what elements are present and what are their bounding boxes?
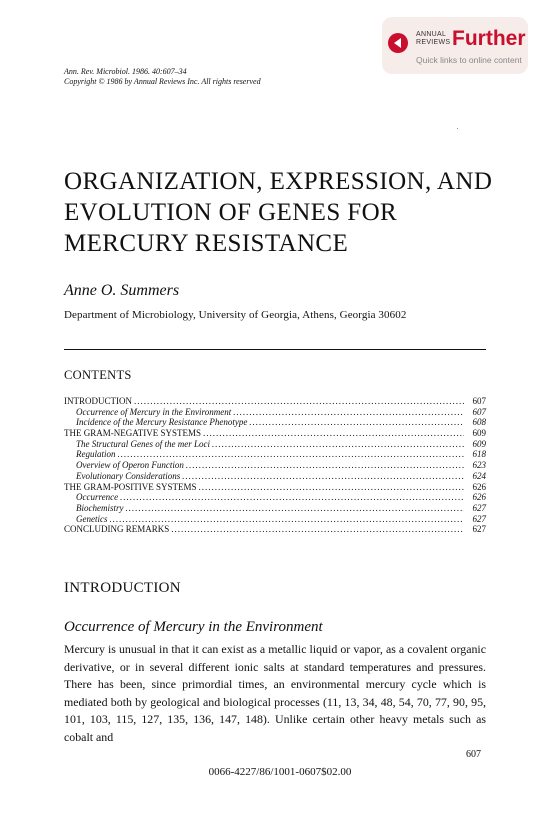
toc-entry-page: 624 <box>472 470 486 481</box>
article-code: 0066-4227/86/1001-0607$02.00 <box>208 766 352 778</box>
toc-entry-page: 626 <box>472 481 486 492</box>
toc-entry-label: THE GRAM-NEGATIVE SYSTEMS <box>64 428 201 439</box>
toc-entry-page: 618 <box>472 449 486 460</box>
toc-entry[interactable] <box>64 482 486 493</box>
toc-entry[interactable] <box>64 417 486 428</box>
toc-entry-page: 627 <box>472 502 486 513</box>
toc-entry-label: The Structural Genes of the mer Loci <box>76 438 210 449</box>
toc-entry-page: 607 <box>472 406 486 417</box>
subsection-heading: Occurrence of Mercury in the Environment <box>64 619 323 635</box>
publisher-logo-text: ANNUAL REVIEWS <box>416 31 451 46</box>
author-affiliation: Department of Microbiology, University of Georgia, Athens, Georgia 30602 <box>64 309 407 321</box>
toc-leader-dots <box>126 503 465 514</box>
copyright-line: Copyright © 1986 by Annual Reviews Inc. All rights reserved <box>64 77 261 86</box>
section-divider <box>64 349 486 350</box>
toc-entry-page: 627 <box>472 513 486 524</box>
toc-entry-label: Biochemistry <box>76 502 124 513</box>
toc-leader-dots <box>182 471 464 482</box>
back-arrow-icon <box>388 33 408 53</box>
contents-heading: CONTENTS <box>64 368 132 382</box>
toc-entry-page: 623 <box>472 460 486 471</box>
toc-leader-dots <box>120 492 464 503</box>
toc-entry-label: Incidence of the Mercury Resistance Phenotype <box>76 417 248 428</box>
title-line: ORGANIZATION, EXPRESSION, AND <box>64 168 493 195</box>
toc-entry-page: 608 <box>472 417 486 428</box>
toc-entry-page: 609 <box>472 428 486 439</box>
section-heading: INTRODUCTION <box>64 580 181 596</box>
toc-entry-label: Occurrence <box>76 492 119 503</box>
page-number: 607 <box>466 749 481 760</box>
toc-leader-dots <box>118 449 465 460</box>
journal-citation-block <box>64 67 261 87</box>
toc-entry-label: Overview of Operon Function <box>76 460 184 471</box>
toc-entry-label: Evolutionary Considerations <box>76 470 181 481</box>
toc-leader-dots <box>212 439 464 450</box>
toc-entry-label: Genetics <box>76 513 108 524</box>
toc-leader-dots <box>110 514 465 525</box>
journal-citation: Ann. Rev. Microbiol. 1986. 40:607–34 <box>64 67 187 76</box>
table-of-contents <box>64 396 486 535</box>
toc-entry-page: 609 <box>472 438 486 449</box>
toc-leader-dots <box>199 482 464 493</box>
toc-entry[interactable] <box>64 439 486 450</box>
toc-leader-dots <box>249 417 464 428</box>
badge-tagline: Quick links to online content <box>416 55 522 65</box>
toc-entry-label: INTRODUCTION <box>64 396 132 406</box>
further-badge[interactable] <box>382 17 528 74</box>
toc-leader-dots <box>203 428 464 439</box>
author-name: Anne O. Summers <box>64 282 180 299</box>
toc-entry-page: 607 <box>472 396 486 406</box>
scan-speck <box>457 128 458 129</box>
title-line: EVOLUTION OF GENES FOR <box>64 199 398 226</box>
toc-entry-label: Occurrence of Mercury in the Environment <box>76 406 232 417</box>
toc-entry[interactable] <box>64 524 486 535</box>
toc-leader-dots <box>134 396 464 407</box>
toc-entry[interactable] <box>64 460 486 471</box>
toc-leader-dots <box>233 407 464 418</box>
body-paragraph: Mercury is unusual in that it can exist as a metallic liquid or vapor, as a covalent organic derivative, or in several different ionic salts at standard temperatures and pressures. There has been, since primordial times, an environmental mercury cycle which is mediated both by geological and biological processes (11, 13, 34, 48, 54, 70, 77, 90, 95, 101, 103, 115, 127, 135, 136, 147, 148). Unlike certain other heavy metals such as cobalt and <box>64 642 486 744</box>
toc-entry[interactable] <box>64 492 486 503</box>
toc-leader-dots <box>171 524 464 535</box>
toc-leader-dots <box>186 460 464 471</box>
toc-entry-label: Regulation <box>76 449 116 460</box>
toc-entry-page: 627 <box>472 524 486 535</box>
brand-name: Further <box>452 27 526 50</box>
toc-entry-label: CONCLUDING REMARKS <box>64 524 170 535</box>
toc-entry[interactable] <box>64 514 486 525</box>
article-title <box>64 166 514 259</box>
toc-entry[interactable] <box>64 449 486 460</box>
toc-entry[interactable] <box>64 471 486 482</box>
toc-entry-label: THE GRAM-POSITIVE SYSTEMS <box>64 481 197 492</box>
toc-entry[interactable] <box>64 428 486 439</box>
title-line: MERCURY RESISTANCE <box>64 230 349 257</box>
toc-entry[interactable] <box>64 407 486 418</box>
toc-entry-page: 626 <box>472 492 486 503</box>
toc-entry[interactable] <box>64 503 486 514</box>
toc-entry[interactable] <box>64 396 486 407</box>
